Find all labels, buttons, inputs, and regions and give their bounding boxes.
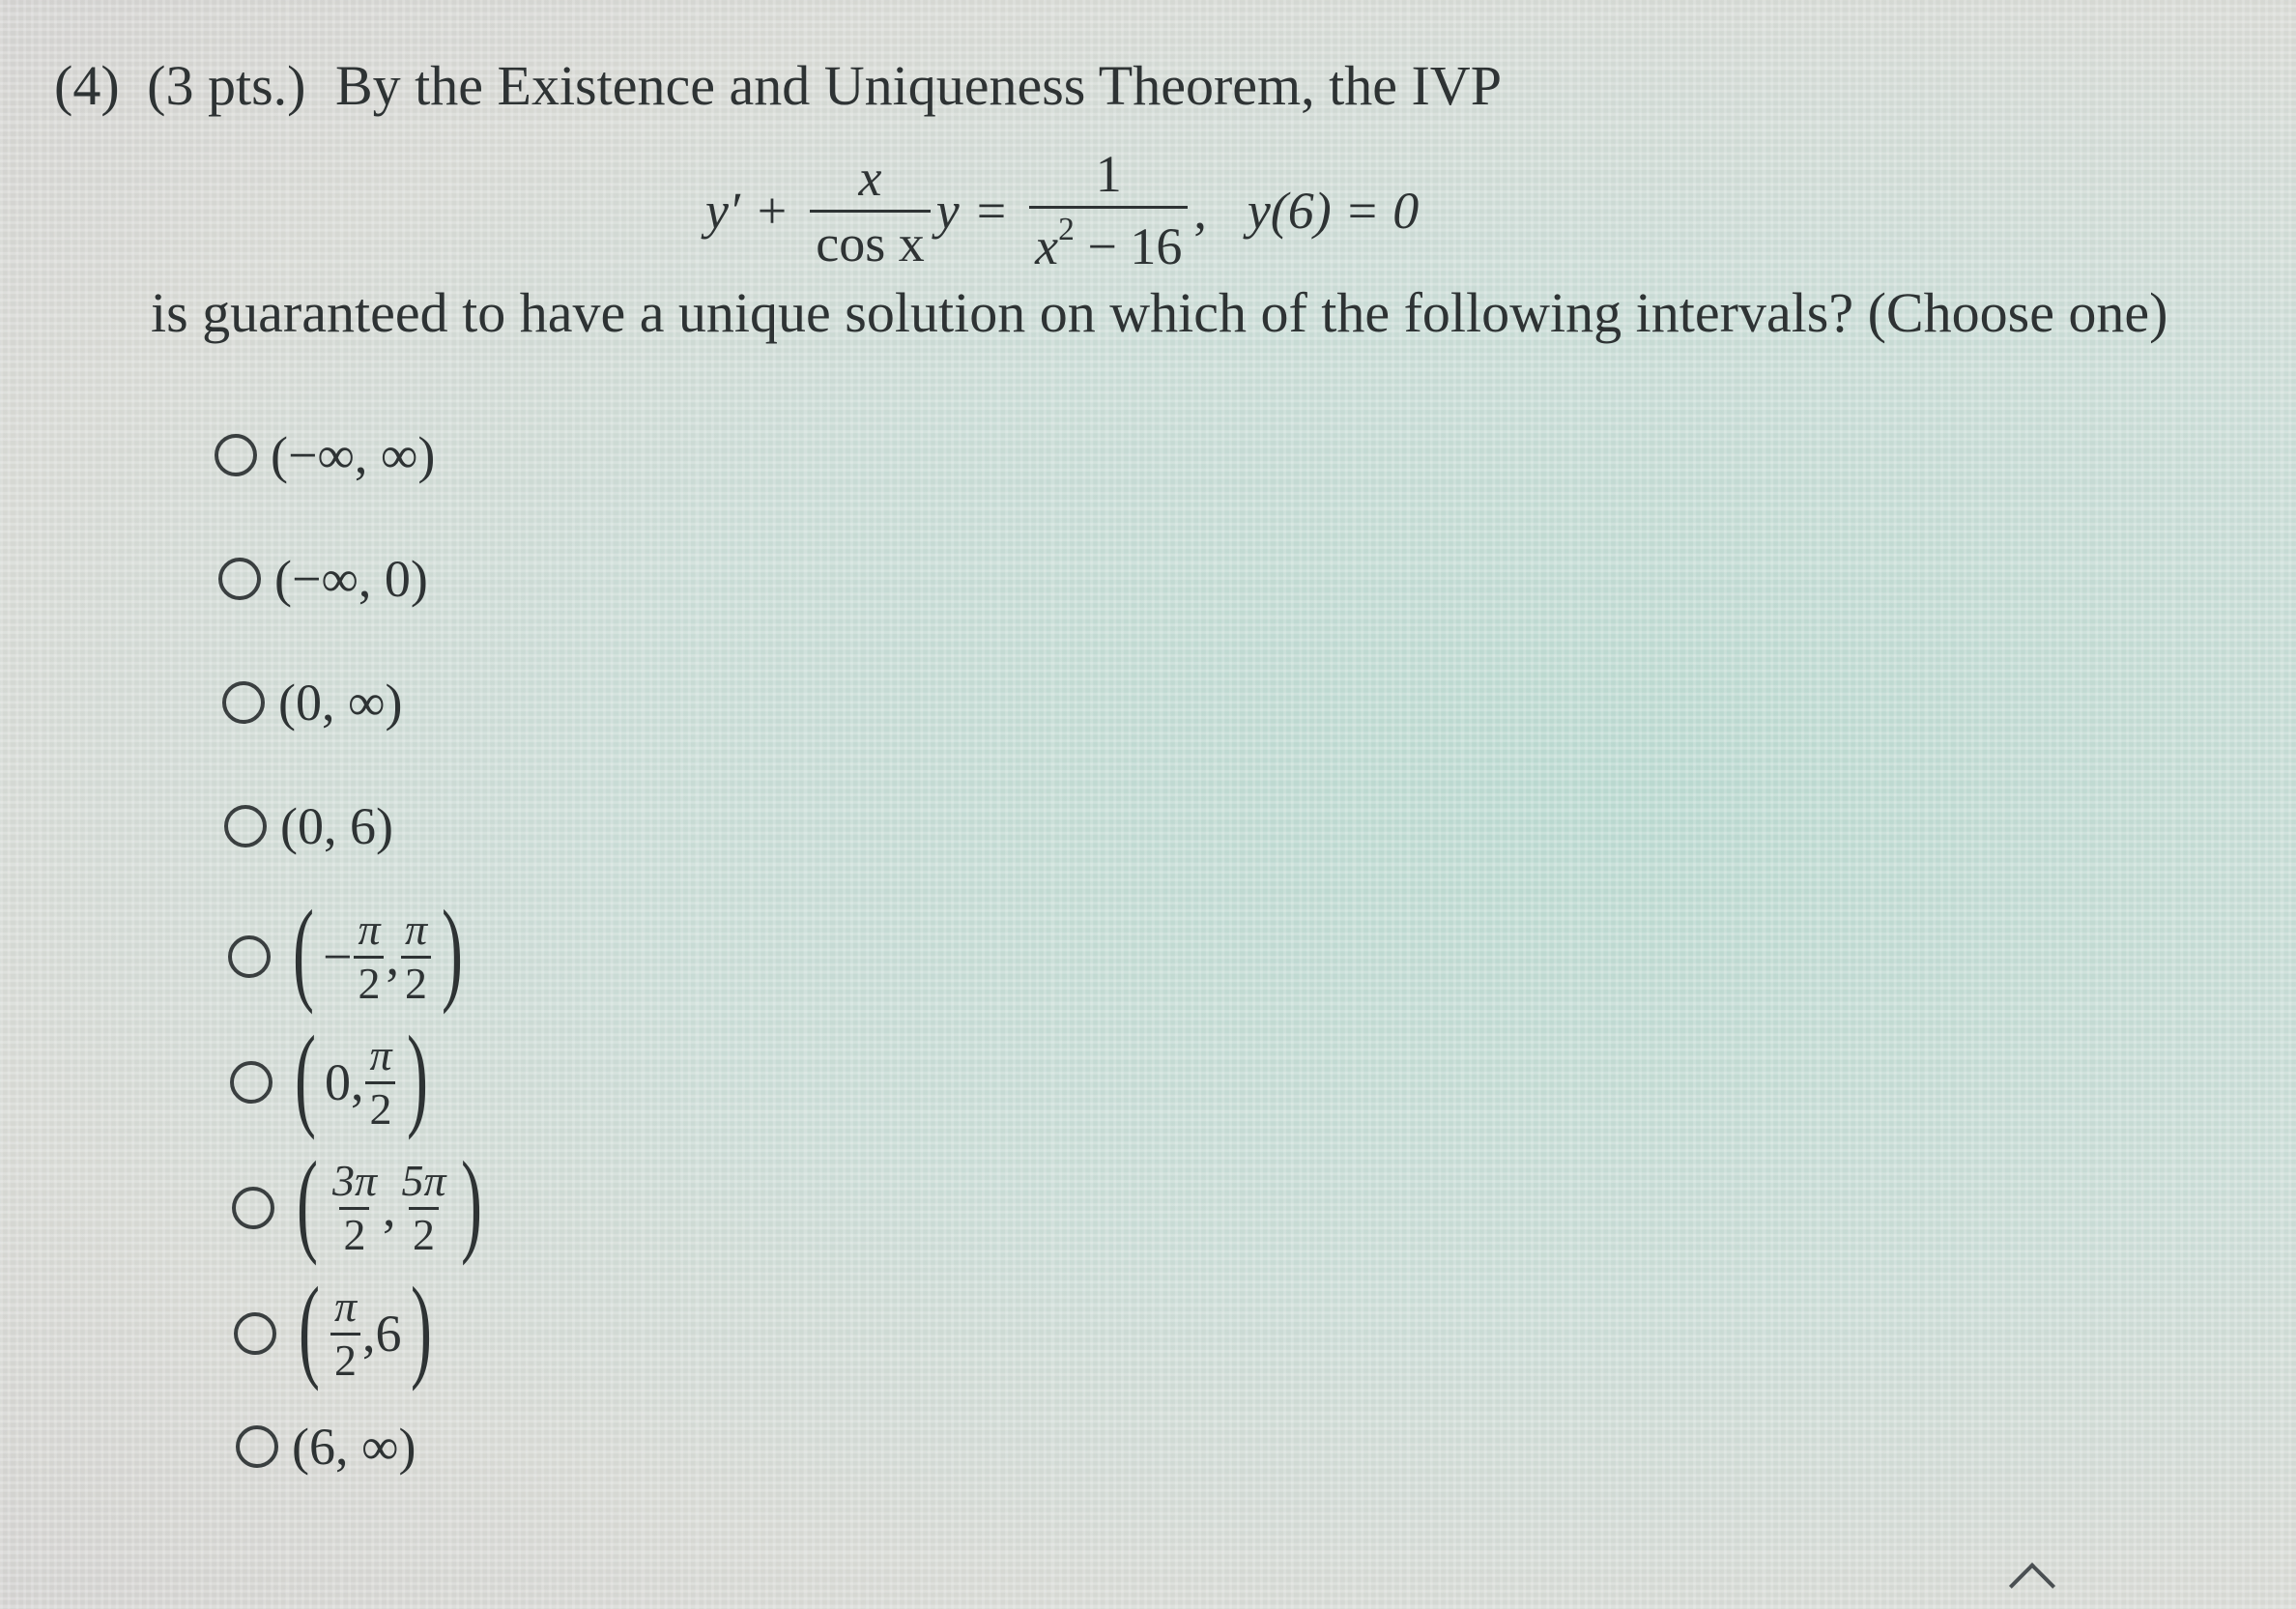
eq-frac2-numerator: 1 — [1095, 145, 1122, 204]
eq-y-prime: y′ — [705, 182, 740, 240]
option-8[interactable] — [234, 1263, 440, 1392]
option-label: ( 0, $\frac{\pi}{2}$ ) — [294, 1012, 428, 1140]
eq-frac2-denominator — [1029, 206, 1188, 274]
option-label: (0, ∞) — [278, 674, 403, 732]
radio-button[interactable] — [215, 434, 257, 476]
option-label: ( $\frac{3\pi}{2}$ , $\frac{5\pi}{2}$ ) — [296, 1137, 482, 1266]
eq-fraction-coefficient — [810, 148, 930, 273]
option-label: (−∞, 0) — [274, 550, 428, 608]
option-label: (0, 6) — [280, 797, 393, 855]
option-4[interactable] — [224, 796, 393, 856]
radio-button[interactable] — [234, 1312, 276, 1355]
radio-button[interactable] — [236, 1425, 278, 1468]
eq-comma: , — [1193, 182, 1207, 240]
option-7[interactable] — [232, 1137, 491, 1266]
radio-button[interactable] — [218, 558, 261, 600]
cursor-icon — [2009, 1563, 2055, 1609]
radio-button[interactable] — [230, 1061, 273, 1104]
eq-frac2-den-rest: − 16 — [1087, 217, 1183, 276]
option-label: (−∞, ∞) — [271, 426, 436, 484]
question-header — [54, 53, 1502, 118]
eq-equals: = — [976, 182, 1007, 240]
option-label: (6, ∞) — [292, 1418, 416, 1476]
eq-frac1-denominator: cos x — [810, 210, 930, 272]
option-6[interactable] — [230, 1012, 436, 1140]
option-5[interactable] — [228, 886, 472, 1015]
radio-button[interactable] — [224, 805, 267, 848]
question-number: (4) — [54, 54, 120, 117]
option-1[interactable] — [215, 425, 435, 485]
eq-fraction-forcing — [1029, 145, 1188, 276]
radio-button[interactable] — [228, 935, 271, 978]
eq-plus: + — [757, 182, 788, 240]
option-9[interactable] — [236, 1417, 416, 1477]
ivp-equation — [705, 143, 1419, 278]
eq-initial-condition: y(6) = 0 — [1247, 182, 1420, 240]
eq-y: y — [935, 182, 960, 240]
eq-frac2-den-exponent: 2 — [1058, 211, 1075, 247]
question-text: By the Existence and Uniqueness Theorem, the IVP — [334, 54, 1502, 117]
eq-frac1-numerator: x — [858, 148, 882, 207]
radio-button[interactable] — [232, 1187, 274, 1229]
radio-button[interactable] — [222, 681, 265, 724]
question-points: (3 pts.) — [147, 54, 306, 117]
option-3[interactable] — [222, 673, 402, 733]
option-2[interactable] — [218, 549, 428, 609]
option-label: ( $\frac{\pi}{2}$ , 6 ) — [298, 1263, 432, 1392]
question-prompt: is guaranteed to have a unique solution on which of the following intervals? (Choose one) — [151, 281, 2168, 344]
option-label: ( − $\frac{\pi}{2}$ , $\frac{\pi}{2}$ ) — [292, 886, 464, 1015]
eq-frac2-den-x: x — [1035, 217, 1059, 276]
